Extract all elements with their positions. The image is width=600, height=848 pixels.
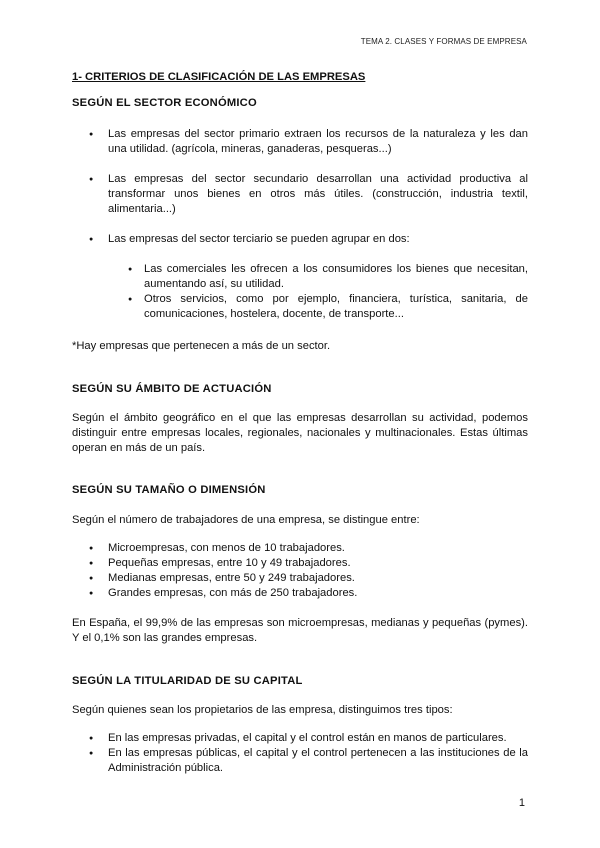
list-item: ● En las empresas públicas, el capital y el control pertenecen a las instituciones de la Administración pública.	[72, 746, 528, 776]
list-item: ● Otros servicios, como por ejemplo, financiera, turística, sanitaria, de comunicaciones, hostelera, docente, de transporte...	[72, 292, 528, 322]
page-number: 1	[518, 797, 525, 809]
list-item: ● Microempresas, con menos de 10 trabajadores.	[72, 541, 528, 556]
list-item: ● Grandes empresas, con más de 250 trabajadores.	[72, 586, 528, 601]
tamano-closing: En España, el 99,9% de las empresas son microempresas, medianas y pequeñas (pymes). Y el 0,1% son las grandes empresas.	[72, 617, 528, 644]
running-header: TEMA 2. CLASES Y FORMAS DE EMPRESA	[360, 37, 527, 46]
sector-sublist	[72, 262, 528, 322]
list-item: ● Medianas empresas, entre 50 y 249 trabajadores.	[72, 571, 528, 586]
list-item: ● Las comerciales les ofrecen a los consumidores los bienes que necesitan, aumentando así, su utilidad.	[72, 262, 528, 292]
list-item: ● Pequeñas empresas, entre 10 y 49 trabajadores.	[72, 556, 528, 571]
titularidad-list	[72, 731, 528, 776]
list-item: ● Las empresas del sector secundario desarrollan una actividad productiva al transformar unos bienes en otros más útiles. (construcción, industria textil, alimentaria...)	[72, 172, 528, 217]
section-heading-titularidad: SEGÚN LA TITULARIDAD DE SU CAPITAL	[72, 675, 303, 687]
tamano-list	[72, 541, 528, 601]
titularidad-intro: Según quienes sean los propietarios de las empresa, distinguimos tres tipos:	[72, 704, 453, 716]
ambito-paragraph: Según el ámbito geográfico en el que las empresas desarrollan su actividad, podemos distinguir entre empresas locales, regionales, nacionales y multinacionales. Estas últimas operan en más de un país.	[72, 412, 528, 454]
section-heading-ambito: SEGÚN SU ÁMBITO DE ACTUACIÓN	[72, 383, 272, 395]
sector-list	[72, 127, 528, 247]
tamano-intro: Según el número de trabajadores de una empresa, se distingue entre:	[72, 514, 420, 526]
sector-note: *Hay empresas que pertenecen a más de un sector.	[72, 340, 331, 352]
document-body	[72, 70, 528, 776]
section-heading-sector: SEGÚN EL SECTOR ECONÓMICO	[72, 97, 257, 109]
list-item: ● Las empresas del sector terciario se pueden agrupar en dos:	[72, 232, 528, 247]
list-item: ● En las empresas privadas, el capital y el control están en manos de particulares.	[72, 731, 528, 746]
section-heading-tamano: SEGÚN SU TAMAÑO O DIMENSIÓN	[72, 484, 266, 496]
main-title: 1- CRITERIOS DE CLASIFICACIÓN DE LAS EMPRESAS	[72, 71, 366, 83]
list-item: ● Las empresas del sector primario extraen los recursos de la naturaleza y les dan una utilidad. (agrícola, mineras, ganaderas, pesqueras...)	[72, 127, 528, 157]
